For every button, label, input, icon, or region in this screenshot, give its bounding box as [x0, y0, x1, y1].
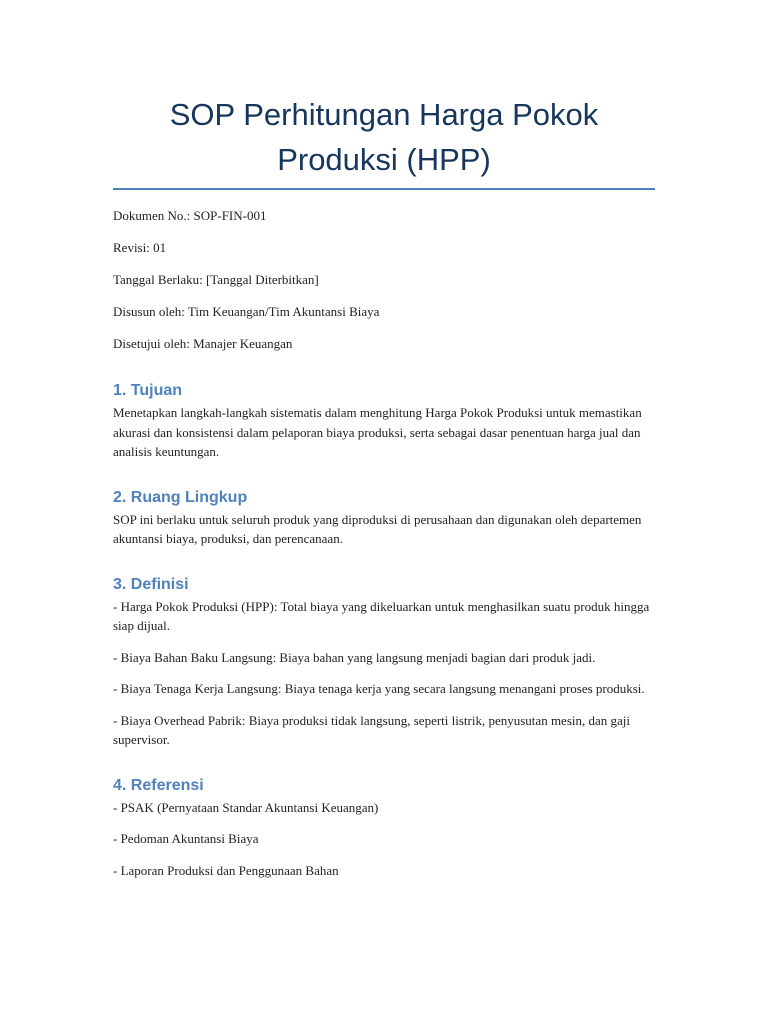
section-tujuan — [113, 381, 655, 462]
meta-effective-date: Tanggal Berlaku: [Tanggal Diterbitkan] — [113, 272, 319, 287]
section-heading: 1. Tujuan — [113, 382, 183, 399]
definition-item: - Biaya Bahan Baku Langsung: Biaya bahan yang langsung menjadi bagian dari produk jadi. — [113, 649, 596, 665]
reference-item: - Pedoman Akuntansi Biaya — [113, 831, 259, 846]
reference-item: - PSAK (Pernyataan Standar Akuntansi Keuangan) — [113, 799, 379, 815]
reference-item: - Laporan Produksi dan Penggunaan Bahan — [113, 862, 339, 878]
meta-approved-by: Disetujui oleh: Manajer Keuangan — [113, 336, 293, 351]
definition-item: - Biaya Overhead Pabrik: Biaya produksi tidak langsung, seperti listrik, penyusutan mesin, dan gaji supervisor. — [113, 712, 631, 747]
section-referensi — [113, 776, 655, 881]
meta-document-number: Dokumen No.: SOP-FIN-001 — [113, 208, 267, 223]
document-page — [113, 92, 655, 892]
section-paragraph: Menetapkan langkah-langkah sistematis dalam menghitung Harga Pokok Produksi untuk memastikan akurasi dan konsistensi dalam pelaporan biaya produksi, serta sebagai dasar penentuan harga jual dan analisis keuntungan. — [113, 405, 642, 459]
meta-revision: Revisi: 01 — [113, 240, 167, 255]
definition-item: - Harga Pokok Produksi (HPP): Total biaya yang dikeluarkan untuk menghasilkan suatu produk hingga siap dijual. — [113, 598, 650, 633]
section-ruang-lingkup — [113, 488, 655, 549]
section-paragraph: SOP ini berlaku untuk seluruh produk yang diproduksi di perusahaan dan digunakan oleh departemen akuntansi biaya, produksi, dan perencanaan. — [113, 511, 642, 546]
definition-item: - Biaya Tenaga Kerja Langsung: Biaya tenaga kerja yang secara langsung menangani proses produksi. — [113, 681, 645, 696]
document-title: SOP Perhitungan Harga Pokok Produksi (HPP) — [113, 92, 655, 190]
section-heading: 4. Referensi — [113, 776, 204, 794]
section-definisi — [113, 575, 655, 750]
meta-prepared-by: Disusun oleh: Tim Keuangan/Tim Akuntansi Biaya — [113, 304, 380, 319]
document-meta — [113, 207, 655, 353]
section-heading: 3. Definisi — [113, 575, 189, 593]
section-heading: 2. Ruang Lingkup — [113, 488, 248, 506]
